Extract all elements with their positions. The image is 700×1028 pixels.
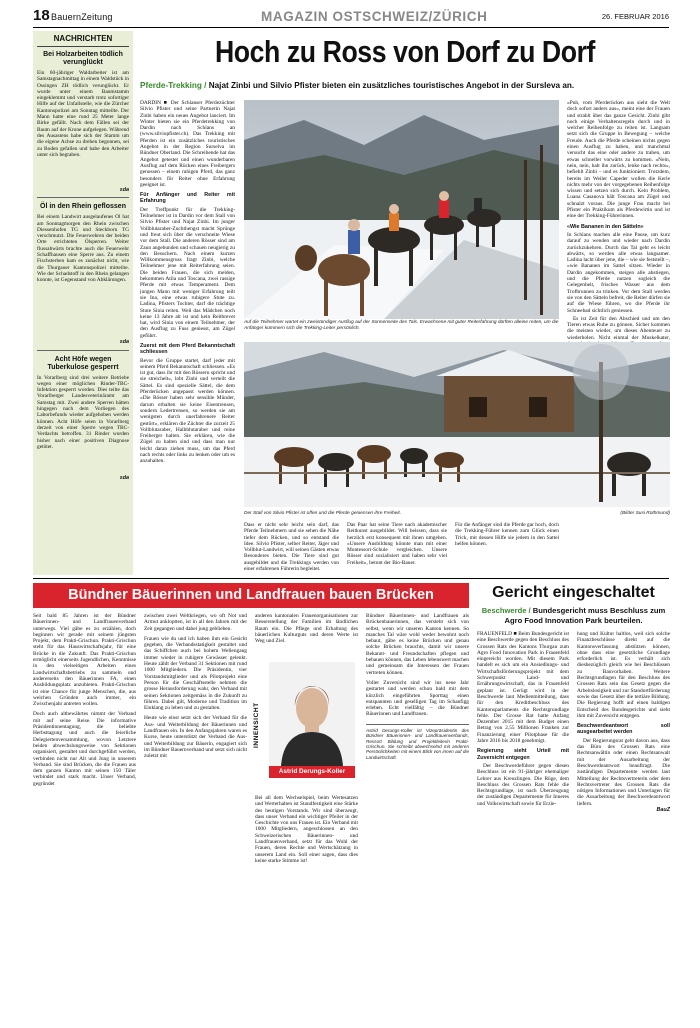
bl-col2-text: zwischen zwei Weltkriegen, wo oft Not und Armut ankloptten, ist in all den Jahren mit der Zeit gegangen und dabei jung geblieben. — [144, 613, 247, 632]
bl-col2-text3: Heute wie einst setzt sich der Verband für die Aus- und Weiterbildung der Bäuerinnen und Landfrauen ein. In den Anfangsjahren waren es Kurse, heute unterstützt der Verband die Aus- und Weiterbildung zur Bäuerin, engagiert sich im Bündner Bauernverband und setzt sich nicht zuletzt mit — [144, 715, 247, 760]
bl-col4-text2: Voller Zuversicht sind wir ins neue Jahr gestartet und werden schon bald mit dem kürzlich eingeführten Sporttag einen entspannten und geselligen Tag im Schanfigg erleben. Echt vielfältig – die Bündner Bäuerinnen und Landfrauen. — [366, 679, 469, 718]
main-sub-2: Zuerst mit dem Pferd Bekanntschaft schliessen — [140, 342, 235, 356]
photo-credit: (Bilder Susi Rothmund) — [620, 511, 670, 516]
inset-portrait-box — [255, 658, 358, 786]
portrait-svg — [269, 662, 355, 766]
main-col4-body3: Es ist Zeit für den Abschied und um den Tieren etwas Ruhe zu gönnen. Sicher kommen die meisten wieder, um dieses Abenteuer zu wiederholen. Nicht einmal der Muskelkater, — [567, 315, 670, 341]
photo-stable-horses — [244, 342, 670, 507]
inset-name-bar: Astrid Derungs-Koller — [269, 766, 355, 778]
news-headline-1: Bei Holzarbeiten tödlich verunglückt — [43, 51, 123, 66]
page-header — [33, 8, 669, 26]
main-headline: Hoch zu Ross von Dorf zu Dorf — [214, 34, 596, 69]
author-portrait — [269, 662, 355, 766]
paper-name: BauernZeitung — [51, 12, 113, 22]
photo-riders-on-road — [244, 100, 559, 319]
issue-date: 26. FEBRUAR 2016 — [601, 12, 669, 21]
photo2-caption: Der Stall von Silvio Pfister ist offen und die Pferde geniessen ihre Freiheit. — [244, 511, 402, 516]
bl-col1-text: Seit bald 85 Jahren ist der Bündner Bäuerinnen- und Landfrauenverband unterwegs. Viel gäbe es zu erzählen, doch beginnen wir gerade mit seinem jüngsten Projekt, dem Prakti-Grischun. Prakti-Grischun steht für das Hauswirtschaftsjahr, für eine Brücke in die Zukunft. Das Prakti-Grischun ermöglicht einerseits Jugendlichen, Kenntnisse in den vielseitigen Arbeiten eines Landwirtschaftsbetriebs zu sammeln und andererseits den Bäuerinnen FA, einen Ausbildungsplatz anzubieten. Prakti-Grischun ist eine Chance für junge Menschen, die, aus welchen Gründen auch immer, ein Zwischenjahr antreten wollen. — [33, 613, 136, 708]
main-lead-text: Najat Zinbi und Silvio Pfister bieten ein zusätzliches touristisches Angebot in der Sursleva an. — [208, 81, 575, 90]
bl-col3-text2: Bei all dem Wechselspiel, beim Wertesatzen und Werterhalten ist Standfestigkeit eine Stärke des heutigen Vorstands. Wir sind überzeugt, dass unser Verband ein wichtiger Pfeiler in der Geschichte von uns Frauen ist. Ein Verband mit 1000 Mitgliedern, angeschlossen an den Schweizerischen Bäuerinnen- und Landfrauenverband, setzt für das Wohl der Frauen, deren Rechte und Wertschätzung in unserem Land ein. Soll einer sagen, dass dies keine starke Stimme ist! — [255, 795, 358, 864]
br-lead: Beschwerde / Bundesgericht muss Beschluss zum Agro Food Innovation Park beurteilen. — [481, 606, 666, 625]
main-col4-body2: In Schlans machen alle eine Pause, um kurz darauf zu wenden und wieder nach Dardin zurückzukehren. Durch das Tal geht es leicht abwärts, so werden alle etwas langsamer. Ladina lacht über jene, die – wie sie feststellt –, «wie Bananen im Sattel sitzen. Wieder in Dardin angekommen, steigen alle abstiegen, und die Pferde nutzen sogleich die Gelegenheit, frisches Wasser aus dem Trofbrunnen zu trinken. Vor dem Stall werden sie von den Sätteln befreit, die Reiter dürfen sie auf die Wiese führen, wo die Pferde ihr Schneebad sichtlich geniessen. — [567, 231, 670, 314]
br-col1-text: FRAUENFELD ■ Beim Bundesgericht ist eine Beschwerde gegen den Beschluss des Grossen Rats des Kantons Thurgau zum Agro Food Innovation Park in Frauenfeld eingereicht worden. Mit diesem Park handelt es sich um ein Ansiedlungs- und Wirtschaftsförderungsprojekt mit dem Schwerpunkt Land- und Ernährungswirtschaft, das in Frauenfeld geplant ist. Gerügt wird in der Beschwerde laut Medienmitteilung, dass für den Kreditbeschluss des Kantonsparlaments die Rechtsgrundlage fehle. Der Grosse Rat hatte Anfang Dezember 2015 mit dem Budget einen Betrag von 2,55 Millionen Franken zur Finanzierung einer Pilotphase für die Jahre 2016 bis 2018 genehmigt. — [477, 631, 569, 745]
br-sub-1: Regierung sieht Urteil mit Zuversicht entgegen — [477, 748, 569, 761]
br-col-1 — [477, 631, 569, 1019]
br-col1-text2: Der Beschwerdeführer gegen diesen Beschluss ist ein 91-jähriger ehemaliger Lehrer aus Kreuzlingen. Die Rüge, dem Beschluss des Grossen Rats fehle die Rechtsgrundlage, ist nach Überzeugung der zuständigen Departemente für Inneres und Volkswirtschaft sowie für Erzie- — [477, 762, 569, 807]
main-col1-intro: DARDIN ■ Der Schlanser Pferdezüchter Silvio Pfister und seine Partnerin Najat Zinbi haben ein neues Angebot lanciert. Im Winter bieten sie ein Pferdetrekking von Dardin nach Schlans an (www.silviopfister.ch). Das Trekking mit Pferden ist ein zusätzliches touristisches Angebot in der Region Surselva im Bündner Oberland. Die Schreibende hat das Angebot getestet und einen wunderbaren Ausflug auf dem Rücken eines Freibergers genossen – einem ruhigen Pferd, das ganz besonders für Reiter ohne Erfahrung geeignet ist. — [140, 100, 235, 188]
bottom-left-headline: Bündner Bäuerinnen und Landfrauen bauen Brücken — [33, 583, 469, 608]
stable-photo-svg — [244, 342, 670, 507]
br-sig: BauZ — [656, 807, 670, 814]
news-sig-3: sda — [119, 474, 129, 481]
br-lead-text: Bundesgericht muss Beschluss zum Agro Food Innovation Park beurteilen. — [504, 606, 666, 625]
main-col-2-under: Dass er nicht sehr leicht sein darf, das Pferde Teilnehmern und sie sehen die Nähe tiefer dem Rücken, und so entstand die Idee. Silvio Pfister, selber Reiter, Jäger und Vollblut-Landwirt, will seinen Gästen etwas Besonderes bieten. Die Tiere sind gut ausgebildet und die Trekkings werden von einer erfahrenen Führerin begleitet. — [244, 522, 339, 573]
main-col1-body2: Bevor die Gruppe startet, darf jeder mit seinem Pferd Bekanntschaft schliessen. «Es ist gut, dass ihr mit den Rössern spricht und sie streichelt», lobt Zinbi und verteilt die Sättel. Es sind spezielle Sättel, die dem Pferderücken angepasst werden können. «Die Rösser haben sehr sensible Münder, darum erhalten sie keine Eisentrensen, sondern Ledertrensen, so werden sie am wenigsten durch unerfahrenere Reiter gestört», erklären die Züchter die zurzeit 25 Vollblutaraber, Halbblutaraber und reine Freiberger halten. Sie erklären, wie die Zügel zu halten sind und dass man nur leicht daran ziehen muss, um das Pferd nach rechts oder links zu lenken oder um es anzuhalten. — [140, 357, 235, 465]
news-text-1: Ein 60-jähriger Waldarbeiter ist am Samstagnachmittag in einem Waldstück in Ossingen ZH tödlich verunglückt. Er wurde unter einem Baumstamm eingeklemmt und verstarb trotz sofortiger Hilfe auf der Unfallstelle, wie die Zürcher Kantonspolizei am Sonntag mitteilte. Der Mann hatte eine rund 25 Meter lange Birke gefällt. Nach dem Fällen sei der Baum auf der Krone aufgelegen. Während des Ausastens habe sich der Stamm um die eigene Achse zu drehen begonnen, sei zu Boden gefallen und habe den Arbeiter unter sich begraben. — [37, 70, 129, 158]
news-headline-2: Öl in den Rhein geflossen — [40, 203, 126, 211]
page-number: 18 — [33, 7, 50, 24]
bl-col-4 — [366, 613, 469, 1018]
news-sig-1: sda — [119, 187, 129, 193]
news-text-3: In Vorarlberg sind drei weitere Betriebe wegen einer möglichen Rinder-TBC-Infektion gesperrt worden. Dies teilte das Vorarlberger Landesveterinäramt am Samstag mit. Zwei andere Sperren hätten hingegen nach dem Vorliegen des Laborbefunds wieder aufgehoben werden können. Acht Höfe seien in Vorarlberg derzeit von einer Sperre wegen TBC-Verdachts betroffen. 31 Rinder wurden bisher nach einer positiven Diagnose getötet. — [37, 374, 129, 450]
header-rule — [33, 27, 669, 28]
br-col2-text: hung und Kultur haltlos, weil sich solche Finanzbeschlüsse direkt auf die Kantonsverfassung abstützen können, ohne dass eine gesetzliche Grundlage erforderlich ist. Es verhält sich diesbezüglich gleich wie bei Beschlüssen zu Bauvorhaben. Weitere Rechtsgrundlagen für den Beschluss des Grossen Rats sein das Gesetz gegen die Arbeitslosigkeit und zur Standortförderung sowie das Gesetz über die tertiäre Bildung. Die Regierung hofft auf einen baldigen Entscheid des Bundesgerichts und sieht ihm mit Zuversicht entgegen. — [577, 631, 670, 719]
bl-col-1 — [33, 613, 136, 1018]
br-sub-2: Beschwerdeantwort soll ausgearbeitet werden — [577, 723, 670, 736]
main-col-3-under: Das Paar hat seine Tiere nach akademischer Reitkunst ausgebildet. Will heissen, dass sie herzlich erst konsequent mit ihnen umgehen. «Unsere Ausbildung könnte man mit einer Montessori-Schule vergleichen. Unsere Rösser sind sozialisiert und haben sehr viel Freiheit», betont der Bio-Bauer. — [347, 522, 447, 566]
section-divider — [33, 578, 669, 579]
riders-photo-svg — [244, 100, 559, 319]
inset-label: INNENSICHT — [253, 702, 260, 748]
sidebar-title: NACHRICHTEN — [37, 34, 129, 47]
br-kicker: Beschwerde — [481, 606, 527, 615]
bl-col1-text2: Doch auch altbewährtes nimmt der Verband mit auf seine Reise. Die informative Präsidentinnentagung, die beliebte Herbsttagung und auch die feierliche Delegiertenversammlung, wovon Letztere beiden abwechslungsweise von Sektionen organisiert, gestaltet und durchgeführt werden, verbinden nicht nur Alt und Jung in unserem Verband. Sie sind Brücken, die die Frauen aus dem ganzen Kanton mit seinen 150 Täler verbindet und stark macht. Unser Verband, gegründet — [33, 711, 136, 787]
bl-col2-text2: Frauen wie du und ich haben ihm ein Gesicht gegeben, die Verbandsstatigkeit gestaltet und das Schiffchen auch bei hohem Wellengang immer wieder in ruhigere Gewässer gelenkt. Heute zählt der Verband 31 Sektionen mit rund 1000 Mitgliedern. Die Präsidentin, vier Vorstandsmitglieder und als Pilotprojekt eine Person für die Geschäftsstelle nehmen die grosse Herausforderung wahr, den Verband mit seinen Sektionen zeitgemäss in die Zukunft zu führen. Dabei gilt, Moderne und Tradition im Einklang zu leben und zu gestalten. — [144, 635, 247, 712]
main-sub-4: «Wie Bananen in den Sätteln» — [567, 223, 644, 230]
main-col1-body: Der Treffpunkt für die Trekking-Teilnehmer ist in Dardin vor dem Stall von Silvio Pfister und Najat Zinbi. Im junger Vollblutaraber-Zuchthengst macht Sprünge und freut sich über die verschneite Wiese vor dem Stall. Die anderen Rösser sind am Zaun angebunden und schauen neugierig zu den Besuchern. Nach einem kurzen Willkommensgruss fragt Zinbi, welche Teilnehmer jene mit Reiterfahrung seien. Die beiden Frauen, die sich melden, bekommen Atila und Toscana, zwei rassige Pferde mit etwas Temperament. Dem jungen Mann mit weniger Erfahrung teilt sie Ina, eine etwas ruhigere Stute zu. Ladina, Pfisters Tochter, darf die trächtige Stute Sinia reiten. Weil das Mädchen noch keine 13 Jahre alt ist und kein Reitbrevet hat, wird Sinia von einem Teilnehmer, der den Ausflug zu Fuss geniesst, am Zügel geführt. — [140, 206, 235, 339]
photo1-caption: Auf die Teilnehmer wartet ein zweistündiger Ausflug auf der Sonnenseite des Tals. Erwachsene mit guter Reiterfahrung dürften alleine reiten, um die Anfänger kümmern sich die Trekking-Leiter persönlich. — [244, 320, 559, 331]
main-sub-1: Für Anfänger und Reiter mit Erfahrung — [140, 192, 235, 205]
br-col-2 — [577, 631, 670, 1019]
bl-col3-text: anderen kantonalen Frauenorganisationen zur Besserstellung der Familien im ländlichen Raum ein. Die Pflege und Erhaltung des bäuerlichen Kulturguts und deren Werte ist Weg und Ziel. — [255, 613, 358, 645]
bl-col-3 — [255, 613, 358, 1018]
main-col-1 — [140, 100, 235, 572]
br-col2-text2: Der Regierungsrat geht davon aus, dass das Büro des Grossen Rats eine Rechtsanwältin oder einen Rechtsanwalt mit der Ausarbeitung der Beschwerdeantwort beauftragt. Die zuständigen Departemente werden laut Mitteilung der Rechtsvertreterin oder dem Rechtsvertreter des Grossen Rats die nötigen Informationen und Unterlagen für die Ausarbeitung der Beschwerdeantwort liefern. — [577, 737, 670, 807]
bl-col4-text: Bündner Bäuerinnen- und Landfrauen als Brückenbauerinnen, das versteht sich von selbst, wenn wir unseren Kanton kennen. So manches Tal wäre wohl weder bewohnt noch bebaut, gäbe es keine Brücken und genau solche Brücken brauchts, damit wir unsere Bekannt- und Freundschaften pflegen und bebauen können, das Leben lebenswert machen und gemeinsam die Interessen der Frauen vertreten können. — [366, 613, 469, 676]
author-bio: Astrid Derungs-Koller ist Vizepräsidentin des Bündner Bäuerinnen- und Landfrauenverbands, Ressort Bildung und Projektleiterin Prakti-Grischun. Sie schreibt abwechselnd mit anderen Persönlichkeiten mit einem Blick von innen auf die Landwirtschaft. — [366, 724, 469, 760]
news-headline-3: Acht Höfe wegen Tuberkulose gesperrt — [47, 355, 119, 371]
main-col4-body: «Puh, vom Pferderücken aus sieht die Welt doch sofort anders aus», meint eine der Frauen und strahlt über das ganze Gesicht. Zinbi gibt noch einige Verhaltensregeln durch und in welcher Reihenfolge zu reiten ist. Langsam setzt sich die Gruppe in Bewegung – welche Freude. Auch die Pferde scheinen nichts gegen einen Ausflug zu haben, und manchmal versucht das eine oder andere zu traben, um etwas schneller vorwärts zu kommen. «Nein, nein, nein, halt ihn zurück, lenke nach rechts», befiehlt Zinbi – und es funktioniert. Trotzdem, bereits im Weiler Capeder wollen die Kerle nichts mehr von der vorgegebenen Reihenfolge wissen und setzen sich durch. Kein Problem, Luana Casanova hält Toscana am Zügel und schnalzt voraus. Die junge Frau macht bei Pfister ein Praktikum als Pferdewirtin und ist eine der Trekking-Führerinnen. — [567, 100, 670, 220]
bl-col-2 — [144, 613, 247, 1018]
main-lead: Pferde-Trekking / Najat Zinbi und Silvio Pfister bieten ein zusätzliches touristisches Angebot in der Sursleva an. — [140, 81, 575, 90]
main-col-35-under: Für die Anfänger sind die Pferde gar hoch, doch die Trekking-Führer kennen zum Glück einen Trick, mit dessen Hilfe sie jedem in den Sattel helfen können. — [455, 522, 559, 547]
bottom-right-headline: Gericht eingeschaltet — [492, 584, 655, 601]
news-sig-2: sda — [119, 339, 129, 346]
news-sidebar — [33, 31, 133, 575]
news-text-2: Bei einem Landwirt ausgelaufenes Öl hat am Sonntagmorgen den Rhein zwischen Diessenhofen TG und Steckborn TG verschmutzt. Die Feuerwehren der beiden Orte errichteten Ölsperren. Weiter flussabwärts brachte auch die Feuerwehr Schaffhausen eine Sperre aus. Zu einem Fischsterben kam es zunächst nicht, wie die Thurgauer Kantonspolizei mitteilte. Wie der Schadstoff in den Rhein gelangen konnte, ist Gegenstand von Abklärungen. — [37, 214, 129, 284]
section-title: MAGAZIN OSTSCHWEIZ/ZÜRICH — [261, 9, 488, 24]
main-kicker: Pferde-Trekking — [140, 81, 202, 90]
